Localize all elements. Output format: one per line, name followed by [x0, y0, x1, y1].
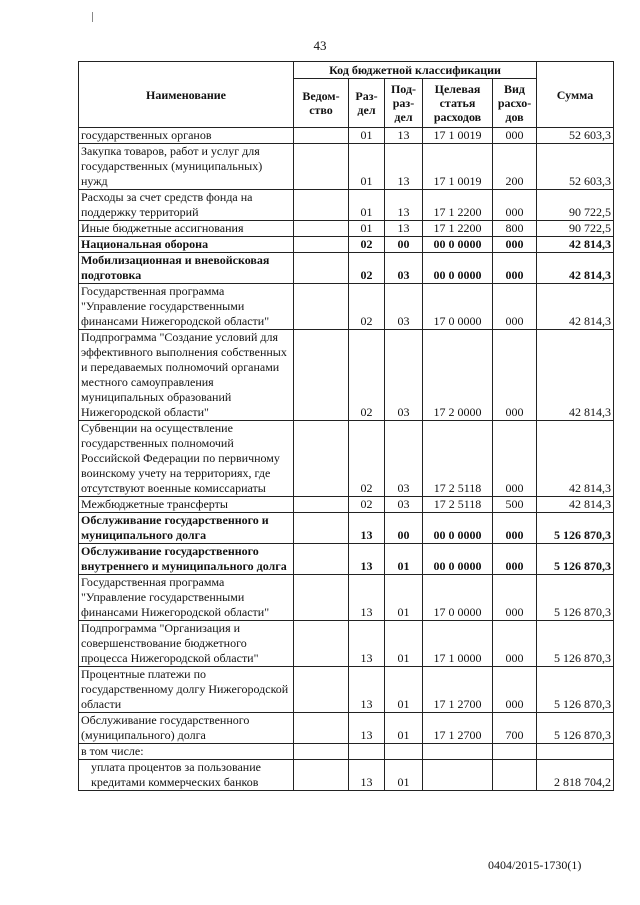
cell-vedomstvo: [294, 128, 349, 144]
cell-vedomstvo: [294, 744, 349, 760]
cell-podrazdel: 01: [385, 544, 423, 575]
cell-name: Расходы за счет средств фонда на поддержку территорий: [79, 190, 294, 221]
cell-celevaya-statya: 00 0 0000: [423, 513, 493, 544]
cell-podrazdel: 03: [385, 497, 423, 513]
cell-name: Закупка товаров, работ и услуг для государственных (муниципальных) нужд: [79, 144, 294, 190]
cell-razdel: 13: [349, 667, 385, 713]
cell-vedomstvo: [294, 284, 349, 330]
cell-podrazdel: 01: [385, 667, 423, 713]
cell-name: Подпрограмма "Организация и совершенствование бюджетного процесса Нижегородской области": [79, 621, 294, 667]
table-row: [79, 144, 614, 190]
cell-razdel: 13: [349, 513, 385, 544]
table-row: [79, 575, 614, 621]
cell-celevaya-statya: 00 0 0000: [423, 544, 493, 575]
budget-table: [78, 61, 614, 791]
table-row: [79, 544, 614, 575]
header-razdel: Раз-дел: [349, 79, 385, 128]
cell-podrazdel: [385, 744, 423, 760]
scan-mark: [92, 12, 93, 22]
cell-name: государственных органов: [79, 128, 294, 144]
cell-celevaya-statya: 17 0 0000: [423, 575, 493, 621]
cell-celevaya-statya: 17 1 0019: [423, 128, 493, 144]
cell-vid-raskhodov: 000: [493, 128, 537, 144]
cell-vedomstvo: [294, 144, 349, 190]
cell-podrazdel: 03: [385, 284, 423, 330]
cell-razdel: 02: [349, 330, 385, 421]
cell-razdel: 01: [349, 128, 385, 144]
cell-podrazdel: 01: [385, 575, 423, 621]
header-classification-group: Код бюджетной классификации: [294, 62, 537, 79]
cell-name: Обслуживание государственного (муниципального) долга: [79, 713, 294, 744]
cell-vedomstvo: [294, 237, 349, 253]
cell-podrazdel: 03: [385, 421, 423, 497]
cell-razdel: 13: [349, 760, 385, 791]
cell-vid-raskhodov: 500: [493, 497, 537, 513]
cell-name: Подпрограмма "Создание условий для эффективного выполнения собственных и передаваемых полномочий органами местного самоуправления муниципальных образований Нижегородской области": [79, 330, 294, 421]
cell-name: в том числе:: [79, 744, 294, 760]
cell-sum: 5 126 870,3: [537, 621, 614, 667]
cell-sum: 42 814,3: [537, 284, 614, 330]
cell-sum: 2 818 704,2: [537, 760, 614, 791]
cell-name: Межбюджетные трансферты: [79, 497, 294, 513]
cell-name: Процентные платежи по государственному долгу Нижегородской области: [79, 667, 294, 713]
table-row: [79, 760, 614, 791]
cell-vedomstvo: [294, 575, 349, 621]
cell-celevaya-statya: 17 1 0000: [423, 621, 493, 667]
cell-name: уплата процентов за пользование кредитами коммерческих банков: [79, 760, 294, 791]
cell-sum: 5 126 870,3: [537, 544, 614, 575]
cell-vedomstvo: [294, 513, 349, 544]
cell-razdel: 02: [349, 253, 385, 284]
cell-sum: 5 126 870,3: [537, 513, 614, 544]
cell-vid-raskhodov: 000: [493, 421, 537, 497]
cell-vid-raskhodov: 000: [493, 621, 537, 667]
table-row: [79, 421, 614, 497]
cell-sum: 42 814,3: [537, 253, 614, 284]
cell-podrazdel: 01: [385, 760, 423, 791]
cell-name: Государственная программа "Управление государственными финансами Нижегородской области": [79, 284, 294, 330]
cell-sum: 52 603,3: [537, 128, 614, 144]
cell-name: Иные бюджетные ассигнования: [79, 221, 294, 237]
cell-celevaya-statya: 17 1 0019: [423, 144, 493, 190]
cell-razdel: 13: [349, 713, 385, 744]
header-podrazdel: Под-раз-дел: [385, 79, 423, 128]
cell-celevaya-statya: [423, 760, 493, 791]
cell-vid-raskhodov: 000: [493, 253, 537, 284]
cell-podrazdel: 13: [385, 221, 423, 237]
cell-razdel: 02: [349, 284, 385, 330]
cell-sum: 52 603,3: [537, 144, 614, 190]
cell-razdel: 01: [349, 221, 385, 237]
cell-vid-raskhodov: 000: [493, 190, 537, 221]
cell-vedomstvo: [294, 713, 349, 744]
header-vedomstvo: Ведом-ство: [294, 79, 349, 128]
cell-razdel: 02: [349, 421, 385, 497]
header-vid-raskhodov: Вид расхо-дов: [493, 79, 537, 128]
table-row: [79, 497, 614, 513]
cell-name: Мобилизационная и вневойсковая подготовка: [79, 253, 294, 284]
table-row: [79, 253, 614, 284]
cell-podrazdel: 13: [385, 190, 423, 221]
cell-vedomstvo: [294, 421, 349, 497]
cell-sum: 42 814,3: [537, 237, 614, 253]
cell-razdel: 13: [349, 544, 385, 575]
table-row: [79, 128, 614, 144]
cell-vid-raskhodov: 800: [493, 221, 537, 237]
table-row: [79, 744, 614, 760]
cell-vid-raskhodov: 000: [493, 237, 537, 253]
table-row: [79, 621, 614, 667]
cell-podrazdel: 03: [385, 330, 423, 421]
table-header: [79, 62, 614, 128]
table-row: [79, 284, 614, 330]
cell-podrazdel: 01: [385, 713, 423, 744]
cell-celevaya-statya: 00 0 0000: [423, 253, 493, 284]
document-code: 0404/2015-1730(1): [488, 858, 582, 872]
table-row: [79, 190, 614, 221]
cell-sum: 42 814,3: [537, 421, 614, 497]
cell-vid-raskhodov: 000: [493, 544, 537, 575]
table-row: [79, 513, 614, 544]
cell-vid-raskhodov: [493, 760, 537, 791]
cell-celevaya-statya: 17 1 2700: [423, 713, 493, 744]
cell-podrazdel: 03: [385, 253, 423, 284]
cell-razdel: 01: [349, 190, 385, 221]
table-row: [79, 221, 614, 237]
cell-vedomstvo: [294, 330, 349, 421]
cell-celevaya-statya: 17 2 0000: [423, 330, 493, 421]
cell-sum: 5 126 870,3: [537, 713, 614, 744]
table-body: [79, 128, 614, 791]
table-row: [79, 713, 614, 744]
cell-name: Субвенции на осуществление государственных полномочий Российской Федерации по первичному воинскому учету на территориях, где отсутствуют военные комиссариаты: [79, 421, 294, 497]
table-row: [79, 330, 614, 421]
cell-razdel: 02: [349, 237, 385, 253]
cell-vedomstvo: [294, 253, 349, 284]
cell-name: Государственная программа "Управление государственными финансами Нижегородской области": [79, 575, 294, 621]
cell-razdel: 02: [349, 497, 385, 513]
cell-celevaya-statya: 17 1 2700: [423, 667, 493, 713]
cell-celevaya-statya: 17 2 5118: [423, 421, 493, 497]
cell-vid-raskhodov: 000: [493, 667, 537, 713]
table-row: [79, 237, 614, 253]
cell-vid-raskhodov: 700: [493, 713, 537, 744]
cell-celevaya-statya: 17 1 2200: [423, 221, 493, 237]
cell-razdel: [349, 744, 385, 760]
header-celevaya-statya: Целевая статья расходов: [423, 79, 493, 128]
cell-sum: 90 722,5: [537, 221, 614, 237]
cell-celevaya-statya: 00 0 0000: [423, 237, 493, 253]
cell-sum: 5 126 870,3: [537, 575, 614, 621]
cell-podrazdel: 13: [385, 144, 423, 190]
cell-name: Национальная оборона: [79, 237, 294, 253]
cell-vid-raskhodov: 000: [493, 575, 537, 621]
header-sum: Сумма: [537, 62, 614, 128]
cell-vid-raskhodov: 000: [493, 330, 537, 421]
cell-celevaya-statya: 17 0 0000: [423, 284, 493, 330]
cell-celevaya-statya: 17 2 5118: [423, 497, 493, 513]
cell-sum: 5 126 870,3: [537, 667, 614, 713]
cell-vid-raskhodov: 200: [493, 144, 537, 190]
cell-vedomstvo: [294, 497, 349, 513]
cell-celevaya-statya: [423, 744, 493, 760]
cell-sum: 42 814,3: [537, 497, 614, 513]
cell-vedomstvo: [294, 544, 349, 575]
cell-sum: 42 814,3: [537, 330, 614, 421]
cell-razdel: 01: [349, 144, 385, 190]
cell-sum: 90 722,5: [537, 190, 614, 221]
cell-razdel: 13: [349, 621, 385, 667]
header-name: Наименование: [79, 62, 294, 128]
cell-podrazdel: 13: [385, 128, 423, 144]
cell-vid-raskhodov: 000: [493, 513, 537, 544]
page-number: 43: [313, 38, 327, 53]
cell-vedomstvo: [294, 190, 349, 221]
cell-podrazdel: 00: [385, 513, 423, 544]
cell-vedomstvo: [294, 760, 349, 791]
cell-vedomstvo: [294, 621, 349, 667]
cell-vedomstvo: [294, 667, 349, 713]
cell-name: Обслуживание государственного внутреннего и муниципального долга: [79, 544, 294, 575]
cell-name: Обслуживание государственного и муниципального долга: [79, 513, 294, 544]
cell-vid-raskhodov: 000: [493, 284, 537, 330]
cell-vid-raskhodov: [493, 744, 537, 760]
table-row: [79, 667, 614, 713]
cell-razdel: 13: [349, 575, 385, 621]
cell-celevaya-statya: 17 1 2200: [423, 190, 493, 221]
cell-sum: [537, 744, 614, 760]
cell-podrazdel: 01: [385, 621, 423, 667]
cell-podrazdel: 00: [385, 237, 423, 253]
cell-vedomstvo: [294, 221, 349, 237]
